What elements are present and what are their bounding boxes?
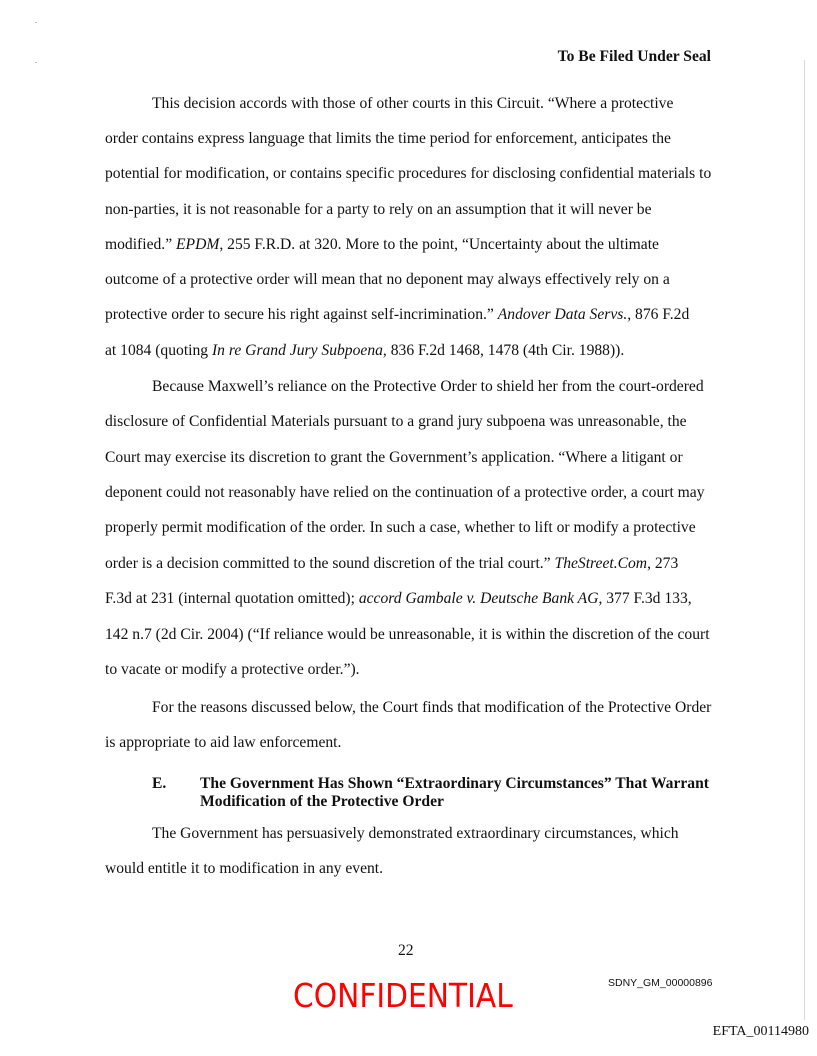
text-segment: 142 n.7 (2d Cir. 2004) (“If reliance would be unreasonable, it is within the discretion of the court xyxy=(105,626,710,643)
scan-mark xyxy=(35,62,37,63)
efta-number: EFTA_00114980 xyxy=(712,1024,809,1039)
text-line xyxy=(105,130,671,148)
page-number: 22 xyxy=(398,942,414,959)
text-segment: , 273 xyxy=(647,555,679,572)
text-line xyxy=(105,519,696,537)
text-line xyxy=(152,378,704,396)
text-line xyxy=(152,825,679,843)
text-segment: , 377 F.3d 133, xyxy=(598,590,692,607)
text-segment: modified.” xyxy=(105,236,177,253)
text-segment: For the reasons discussed below, the Court finds that modification of the Protective Order xyxy=(152,699,712,716)
text-line xyxy=(105,661,360,679)
text-line xyxy=(105,342,624,360)
text-segment: Because Maxwell’s reliance on the Protective Order to shield her from the court-ordered xyxy=(152,378,704,395)
seal-header: To Be Filed Under Seal xyxy=(557,48,711,65)
text-line xyxy=(105,484,705,502)
text-segment: order is a decision committed to the sound discretion of the trial court.” xyxy=(105,555,555,572)
text-segment: outcome of a protective order will mean that no deponent may always effectively rely on a xyxy=(105,271,670,288)
text-segment: is appropriate to aid law enforcement. xyxy=(105,734,342,751)
text-line xyxy=(105,201,652,219)
text-segment: F.3d at 231 (internal quotation omitted); xyxy=(105,590,359,607)
citation-italic: accord Gambale v. Deutsche Bank AG xyxy=(358,590,599,607)
text-segment: properly permit modification of the order. In such a case, whether to lift or modify a protective xyxy=(105,519,696,536)
citation-italic: Andover Data Servs. xyxy=(497,306,628,323)
text-segment: non-parties, it is not reasonable for a party to rely on an assumption that it will never be xyxy=(105,201,652,218)
text-line xyxy=(105,555,678,573)
text-line xyxy=(152,699,711,717)
text-segment: would entitle it to modification in any event. xyxy=(105,860,384,877)
citation-italic: TheStreet.Com xyxy=(554,555,648,572)
text-segment: protective order to secure his right against self-incrimination.” xyxy=(105,306,498,323)
text-segment: Court may exercise its discretion to grant the Government’s application. “Where a litigant or xyxy=(105,449,683,466)
text-segment: The Government has persuasively demonstrated extraordinary circumstances, which xyxy=(152,825,679,842)
section-letter: E. xyxy=(152,775,167,792)
scan-mark xyxy=(35,22,37,23)
text-line xyxy=(105,165,711,183)
text-line xyxy=(105,860,383,878)
text-line xyxy=(105,626,710,644)
text-line xyxy=(152,95,673,113)
citation-italic: In re Grand Jury Subpoena xyxy=(211,342,383,359)
citation-italic: EPDM xyxy=(176,236,220,253)
bates-number: SDNY_GM_00000896 xyxy=(608,977,713,989)
section-heading-line1: The Government Has Shown “Extraordinary Circumstances” That Warrant xyxy=(200,775,709,792)
text-line xyxy=(105,236,659,254)
text-line xyxy=(105,734,341,752)
text-segment: potential for modification, or contains specific procedures for disclosing confidential materials to xyxy=(105,165,712,182)
text-segment: , 836 F.2d 1468, 1478 (4th Cir. 1988)). xyxy=(382,342,625,359)
page-edge xyxy=(804,60,805,1020)
text-segment: deponent could not reasonably have relied on the continuation of a protective order, a court may xyxy=(105,484,705,501)
text-segment: at 1084 (quoting xyxy=(105,342,212,359)
text-segment: to vacate or modify a protective order.”). xyxy=(105,661,360,678)
text-segment: This decision accords with those of other courts in this Circuit. “Where a protective xyxy=(152,95,674,112)
text-line xyxy=(105,306,689,324)
text-line xyxy=(105,271,670,289)
text-segment: order contains express language that limits the time period for enforcement, anticipates the xyxy=(105,130,671,147)
confidential-stamp: CONFIDENTIAL xyxy=(293,976,513,1015)
text-segment: , 876 F.2d xyxy=(627,306,690,323)
text-line xyxy=(105,449,683,467)
text-segment: disclosure of Confidential Materials pursuant to a grand jury subpoena was unreasonable, the xyxy=(105,413,687,430)
text-segment: , 255 F.R.D. at 320. More to the point, “Uncertainty about the ultimate xyxy=(219,236,659,253)
section-heading-line2: Modification of the Protective Order xyxy=(200,793,444,810)
text-line xyxy=(105,413,687,431)
text-line xyxy=(105,590,692,608)
